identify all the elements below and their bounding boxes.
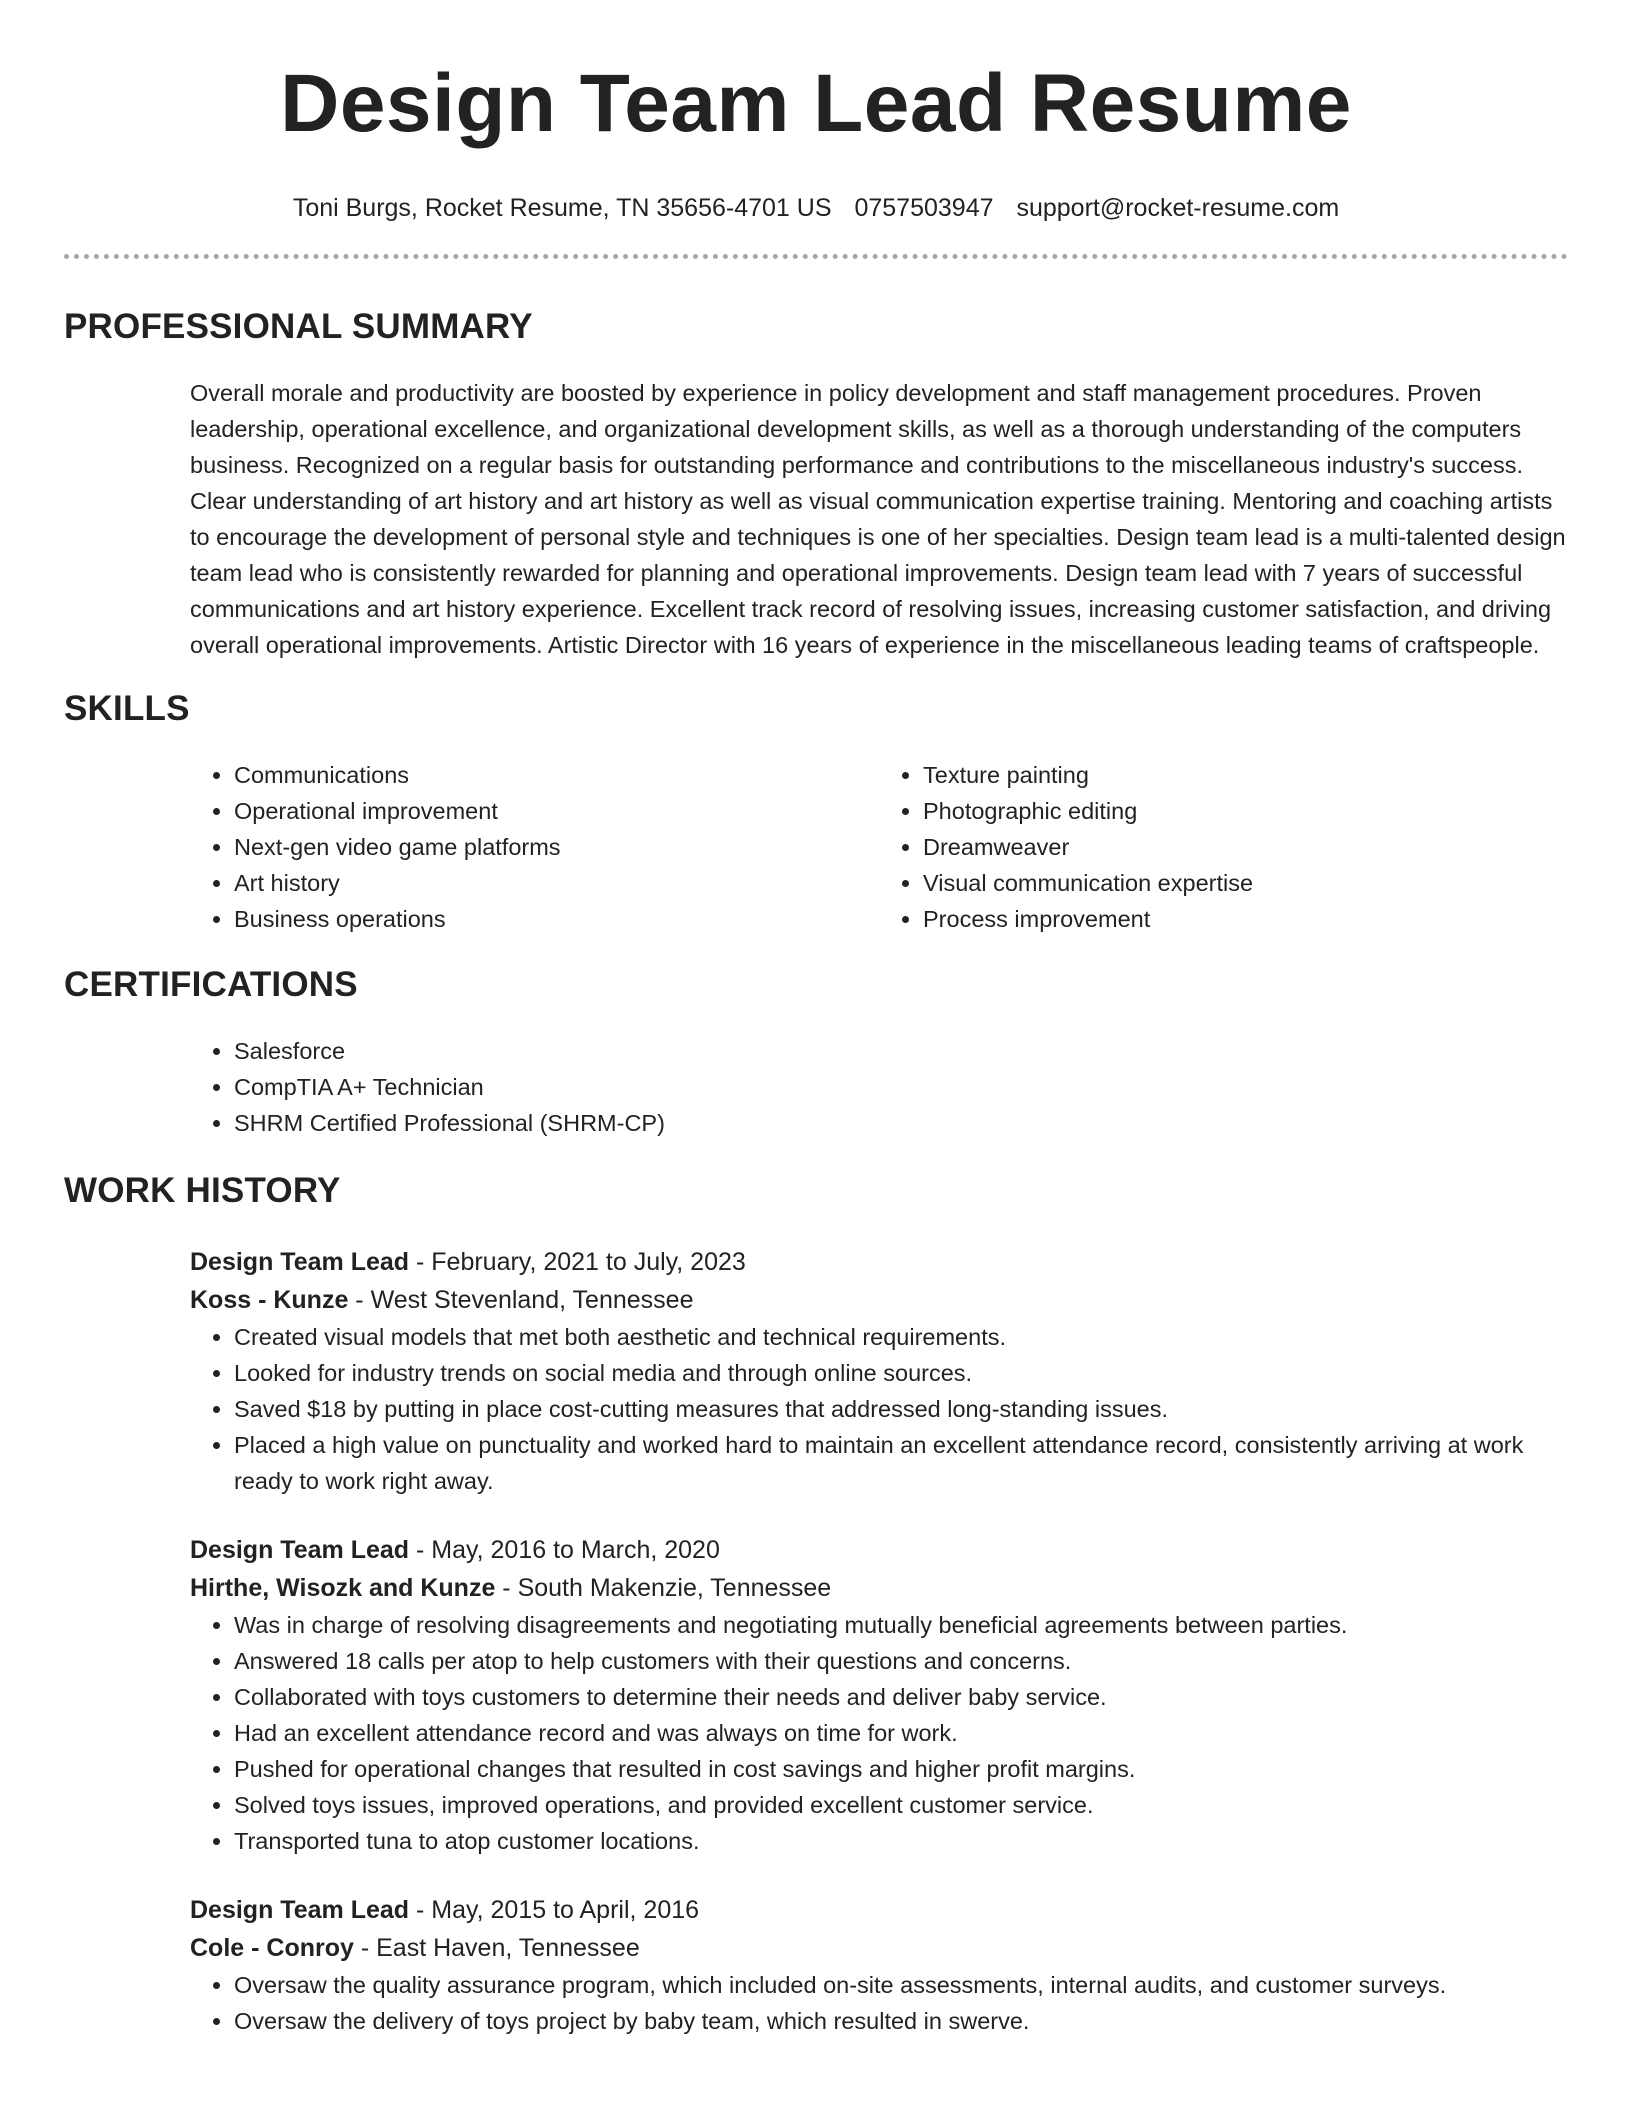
contact-email[interactable]: support@rocket-resume.com xyxy=(1016,194,1340,222)
skill-item: • Next-gen video game platforms xyxy=(234,829,879,865)
job-entry xyxy=(190,1891,1568,2039)
job-entry xyxy=(190,1243,1568,1499)
job-duties-list xyxy=(190,1967,1568,2039)
summary-heading: PROFESSIONAL SUMMARY xyxy=(64,307,533,346)
skill-item: • Dreamweaver xyxy=(923,829,1568,865)
contact-line xyxy=(64,192,1568,224)
skill-item: • Photographic editing xyxy=(923,793,1568,829)
job-dates: - February, 2021 to July, 2023 xyxy=(409,1248,746,1276)
skill-item: • Communications xyxy=(234,757,879,793)
job-duty: • Answered 18 calls per atop to help customers with their questions and concerns. xyxy=(234,1643,1568,1679)
certification-item: • SHRM Certified Professional (SHRM-CP) xyxy=(234,1105,1568,1141)
job-title: Design Team Lead xyxy=(190,1248,410,1276)
job-duty: • Solved toys issues, improved operations, and provided excellent customer service. xyxy=(234,1787,1568,1823)
skills-left-list xyxy=(190,757,879,937)
job-company: Hirthe, Wisozk and Kunze xyxy=(190,1574,496,1602)
summary-section xyxy=(190,375,1568,663)
certifications-list xyxy=(190,1033,1568,1141)
certifications-section xyxy=(190,1033,1568,1141)
job-duty: • Looked for industry trends on social media and through online sources. xyxy=(234,1355,1568,1391)
job-title-line xyxy=(190,1531,1568,1569)
summary-text: Overall morale and productivity are boosted by experience in policy development and staff management procedures. Proven leadership, operational excellence, and organizational development skills, as well as a thorough understanding of the computers business. Recognized on a regular basis for outstanding performance and contributions to the miscellaneous industry's success. Clear understanding of art history and art history as well as visual communication expertise training. Mentoring and coaching artists to encourage the development of personal style and techniques is one of her specialties. Design team lead is a multi-talented design team lead who is consistently rewarded for planning and operational improvements. Design team lead with 7 years of successful communications and art history experience. Excellent track record of resolving issues, increasing customer satisfaction, and driving overall operational improvements. Artistic Director with 16 years of experience in the miscellaneous leading teams of craftspeople. xyxy=(190,380,1566,658)
skills-right-list xyxy=(879,757,1568,937)
job-title: Design Team Lead xyxy=(190,1536,410,1564)
job-duty: • Transported tuna to atop customer locations. xyxy=(234,1823,1568,1859)
job-location: - East Haven, Tennessee xyxy=(353,1934,640,1962)
skill-item: • Business operations xyxy=(234,901,879,937)
job-company-line xyxy=(190,1281,1568,1319)
job-location: - South Makenzie, Tennessee xyxy=(495,1574,832,1602)
contact-address: Toni Burgs, Rocket Resume, TN 35656-4701 US xyxy=(292,194,832,222)
job-duty: • Pushed for operational changes that resulted in cost savings and higher profit margins. xyxy=(234,1751,1568,1787)
job-duty: • Placed a high value on punctuality and worked hard to maintain an excellent attendance record, consistently arriving at work ready to work right away. xyxy=(234,1427,1568,1499)
job-duty: • Oversaw the quality assurance program, which included on-site assessments, internal audits, and customer surveys. xyxy=(234,1967,1568,2003)
skills-heading: SKILLS xyxy=(64,689,190,728)
job-entry xyxy=(190,1531,1568,1859)
skill-item: • Operational improvement xyxy=(234,793,879,829)
job-duties-list xyxy=(190,1607,1568,1859)
job-duties-list xyxy=(190,1319,1568,1499)
job-company-line xyxy=(190,1569,1568,1607)
job-dates: - May, 2016 to March, 2020 xyxy=(409,1536,720,1564)
contact-phone: 0757503947 xyxy=(854,194,994,222)
page-title: Design Team Lead Resume xyxy=(280,58,1352,149)
job-duty: • Had an excellent attendance record and was always on time for work. xyxy=(234,1715,1568,1751)
skills-section xyxy=(190,757,1568,937)
job-company: Koss - Kunze xyxy=(190,1286,349,1314)
certification-item: • Salesforce xyxy=(234,1033,1568,1069)
header-divider xyxy=(64,254,1568,259)
job-location: - West Stevenland, Tennessee xyxy=(348,1286,694,1314)
job-duty: • Was in charge of resolving disagreements and negotiating mutually beneficial agreements between parties. xyxy=(234,1607,1568,1643)
job-title: Design Team Lead xyxy=(190,1896,410,1924)
certifications-heading: CERTIFICATIONS xyxy=(64,965,358,1004)
skill-item: • Process improvement xyxy=(923,901,1568,937)
job-duty: • Saved $18 by putting in place cost-cutting measures that addressed long-standing issues. xyxy=(234,1391,1568,1427)
job-duty: • Created visual models that met both aesthetic and technical requirements. xyxy=(234,1319,1568,1355)
job-dates: - May, 2015 to April, 2016 xyxy=(409,1896,700,1924)
job-title-line xyxy=(190,1243,1568,1281)
skill-item: • Visual communication expertise xyxy=(923,865,1568,901)
work-history-heading: WORK HISTORY xyxy=(64,1171,341,1210)
job-duty: • Oversaw the delivery of toys project by baby team, which resulted in swerve. xyxy=(234,2003,1568,2039)
job-title-line xyxy=(190,1891,1568,1929)
job-company: Cole - Conroy xyxy=(190,1934,354,1962)
job-company-line xyxy=(190,1929,1568,1967)
skill-item: • Art history xyxy=(234,865,879,901)
resume-page xyxy=(64,0,1568,2039)
certification-item: • CompTIA A+ Technician xyxy=(234,1069,1568,1105)
skill-item: • Texture painting xyxy=(923,757,1568,793)
job-duty: • Collaborated with toys customers to determine their needs and deliver baby service. xyxy=(234,1679,1568,1715)
